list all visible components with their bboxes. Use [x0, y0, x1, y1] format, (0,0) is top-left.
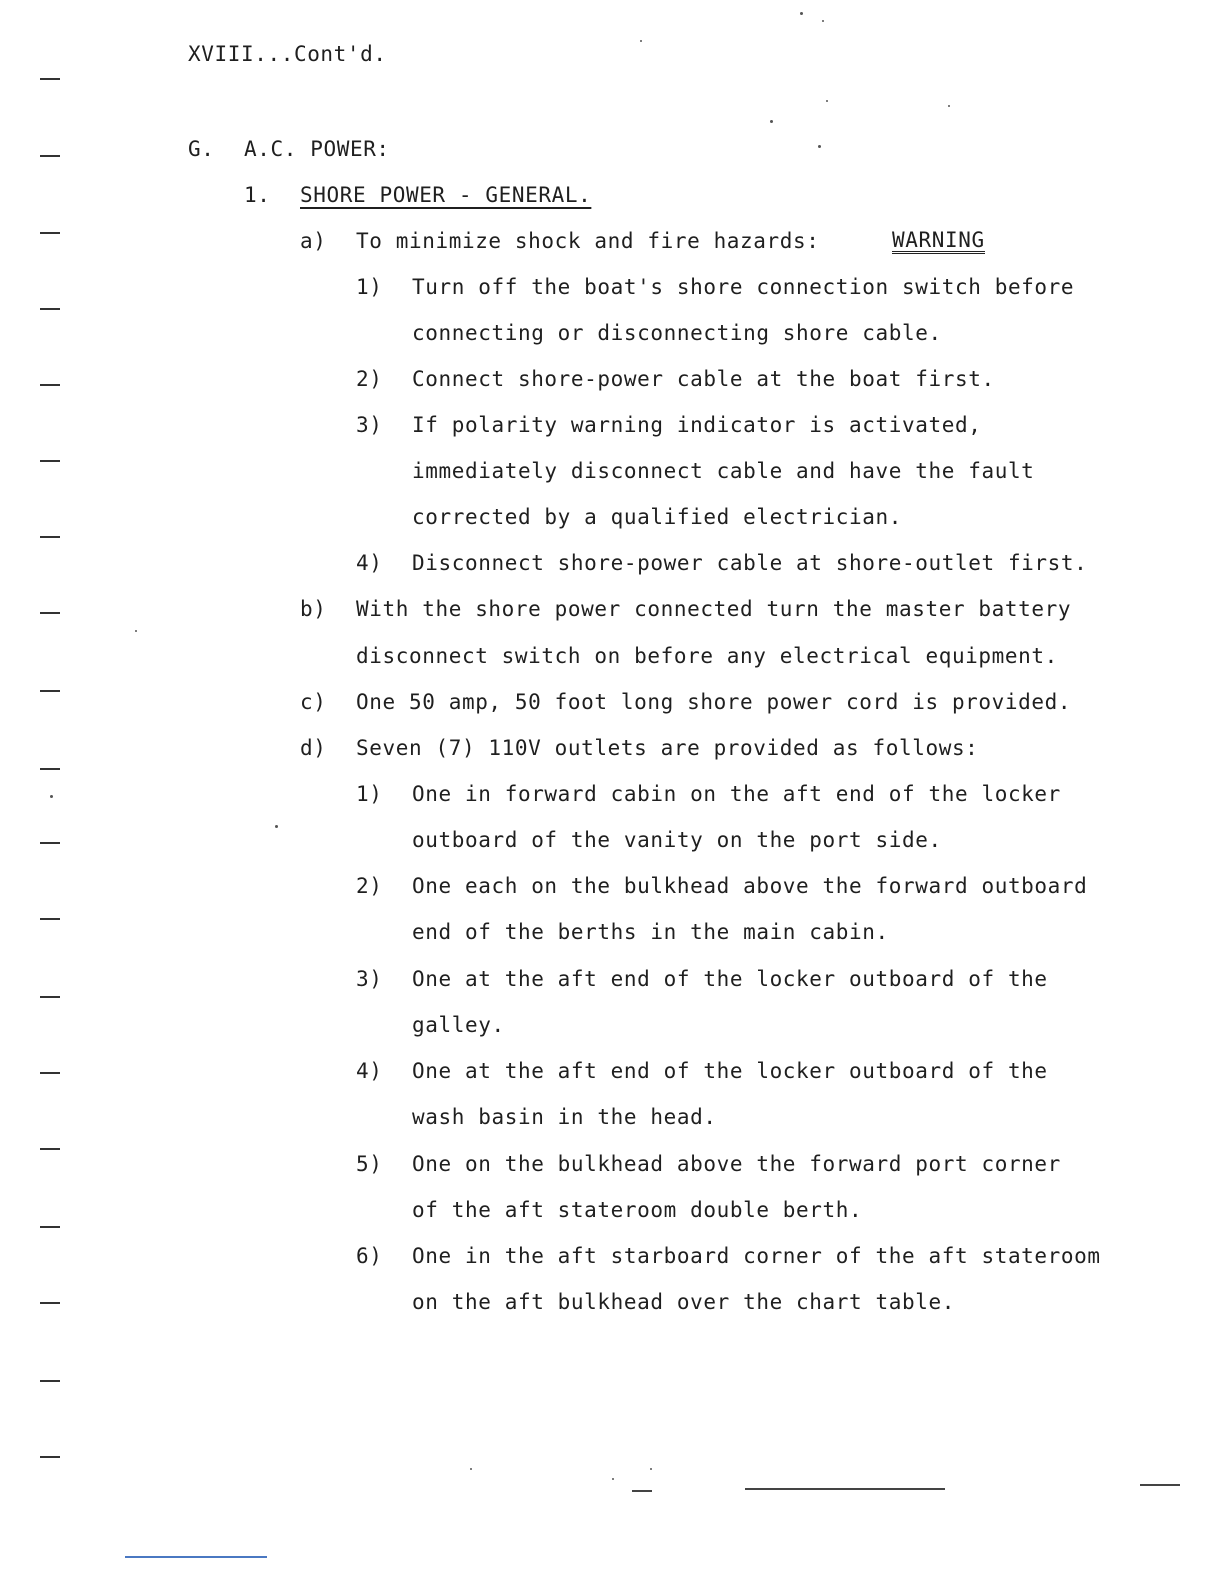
step-line: connecting or disconnecting shore cable.: [412, 321, 942, 345]
item-label: a): [300, 229, 327, 253]
item-label: d): [300, 736, 327, 760]
step-label: 6): [356, 1244, 383, 1268]
step-line: galley.: [412, 1013, 505, 1037]
bottom-dash: [745, 1488, 945, 1490]
step-label: 4): [356, 1059, 383, 1083]
item-text: To minimize shock and fire hazards:: [356, 229, 820, 253]
item-line: One 50 amp, 50 foot long shore power cord is provided.: [356, 690, 1072, 714]
section-letter: G.: [188, 137, 215, 161]
step-line: One each on the bulkhead above the forward outboard: [412, 874, 1088, 898]
step-label: 4): [356, 551, 383, 575]
item-line: Seven (7) 110V outlets are provided as follows:: [356, 736, 979, 760]
step-label: 1): [356, 275, 383, 299]
step-label: 1): [356, 782, 383, 806]
bottom-dash: [1140, 1484, 1180, 1486]
step-line: One in forward cabin on the aft end of the locker: [412, 782, 1061, 806]
page-header: XVIII...Cont'd.: [188, 42, 387, 66]
step-line: Turn off the boat's shore connection switch before: [412, 275, 1075, 299]
step-line: Connect shore-power cable at the boat first.: [412, 367, 995, 391]
step-line: If polarity warning indicator is activated,: [412, 413, 982, 437]
step-line: One on the bulkhead above the forward port corner: [412, 1152, 1061, 1176]
section-title: A.C. POWER:: [244, 137, 390, 161]
step-label: 5): [356, 1152, 383, 1176]
subsection-number: 1.: [244, 183, 271, 207]
step-label: 2): [356, 367, 383, 391]
step-line: wash basin in the head.: [412, 1105, 717, 1129]
item-line: disconnect switch on before any electrical equipment.: [356, 644, 1058, 668]
step-label: 3): [356, 413, 383, 437]
step-label: 3): [356, 967, 383, 991]
step-line: One at the aft end of the locker outboard of the: [412, 1059, 1048, 1083]
item-label: b): [300, 597, 327, 621]
step-label: 2): [356, 874, 383, 898]
warning-label: WARNING: [892, 228, 985, 252]
step-line: immediately disconnect cable and have the fault: [412, 459, 1035, 483]
step-line: of the aft stateroom double berth.: [412, 1198, 863, 1222]
step-line: Disconnect shore-power cable at shore-outlet first.: [412, 551, 1088, 575]
bottom-dash: [632, 1490, 652, 1492]
step-line: end of the berths in the main cabin.: [412, 920, 889, 944]
item-label: c): [300, 690, 327, 714]
blue-edge-line: [125, 1556, 267, 1558]
item-line: With the shore power connected turn the master battery: [356, 597, 1072, 621]
step-line: on the aft bulkhead over the chart table.: [412, 1290, 955, 1314]
step-line: One in the aft starboard corner of the aft stateroom: [412, 1244, 1101, 1268]
step-line: corrected by a qualified electrician.: [412, 505, 902, 529]
subsection-title: SHORE POWER - GENERAL.: [300, 183, 592, 207]
step-line: One at the aft end of the locker outboard of the: [412, 967, 1048, 991]
step-line: outboard of the vanity on the port side.: [412, 828, 942, 852]
